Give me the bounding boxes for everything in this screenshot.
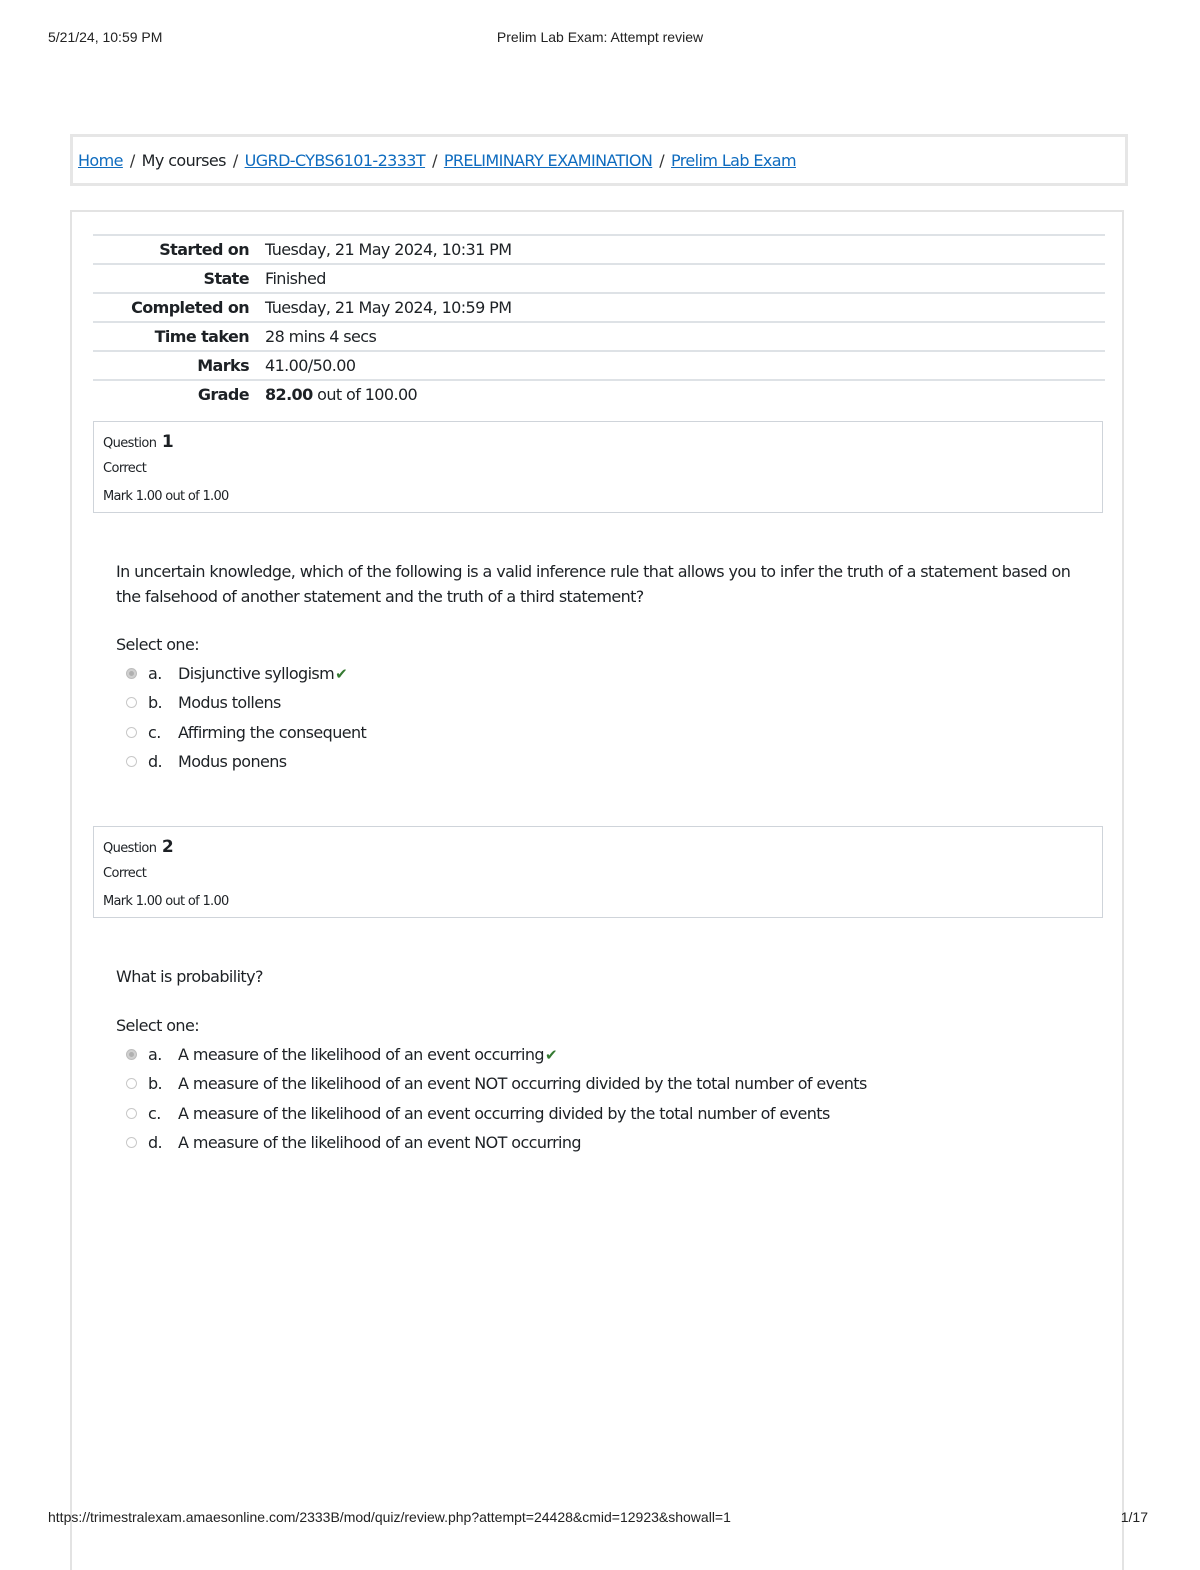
answer-radio[interactable] — [126, 1137, 137, 1148]
summary-value: Finished — [265, 269, 326, 288]
answer-letter: a. — [148, 1045, 162, 1064]
answer-letter: c. — [148, 1104, 161, 1123]
breadcrumb-separator: / — [129, 151, 135, 170]
answer-text: A measure of the likelihood of an event occurring divided by the total number of events — [178, 1104, 830, 1123]
answer-text: A measure of the likelihood of an event NOT occurring — [178, 1133, 581, 1152]
question-state: Correct — [103, 461, 147, 476]
question-number-value: 1 — [161, 432, 174, 452]
question-2-prompt: Select one: — [116, 1016, 200, 1035]
question-1-info — [93, 421, 1103, 513]
question-2-info — [93, 826, 1103, 918]
grade-out-of: out of 100.00 — [317, 385, 418, 404]
breadcrumb-separator: / — [432, 151, 437, 170]
print-datetime: 5/21/24, 10:59 PM — [48, 29, 163, 45]
answer-text — [178, 1045, 557, 1064]
answer-letter: b. — [148, 1074, 163, 1093]
question-1-prompt: Select one: — [116, 635, 200, 654]
breadcrumb-separator: / — [232, 151, 238, 170]
question-number — [103, 837, 173, 857]
grade-score: 82.00 — [265, 385, 313, 404]
question-state: Correct — [103, 866, 147, 881]
check-icon: ✔ — [544, 1046, 557, 1064]
summary-label: Grade — [197, 385, 249, 404]
question-2-text: What is probability? — [116, 967, 263, 986]
question-label: Question — [103, 436, 157, 451]
summary-row-marks — [93, 351, 1105, 380]
breadcrumb-home-link[interactable]: Home — [78, 151, 123, 170]
answer-radio[interactable] — [126, 727, 137, 738]
question-number-value: 2 — [161, 837, 174, 857]
answer-radio[interactable] — [126, 697, 137, 708]
summary-label: State — [203, 269, 249, 288]
answer-radio[interactable] — [126, 1108, 137, 1119]
answer-letter: b. — [148, 693, 163, 712]
question-1-text: In uncertain knowledge, which of the following is a valid inference rule that allows you to infer the truth of a statement based on the falsehood of another statement and the truth of a third statement? — [116, 562, 1071, 606]
attempt-summary-table — [93, 234, 1105, 408]
breadcrumb-my-courses: My courses — [141, 151, 226, 170]
summary-row-completed-on — [93, 293, 1105, 322]
summary-row-state — [93, 264, 1105, 293]
breadcrumb-section-link[interactable]: PRELIMINARY EXAMINATION — [443, 151, 653, 170]
question-mark: Mark 1.00 out of 1.00 — [103, 489, 229, 504]
question-number — [103, 432, 173, 452]
answer-text: Modus tollens — [178, 693, 281, 712]
print-page-title: Prelim Lab Exam: Attempt review — [496, 29, 704, 45]
summary-row-started-on — [93, 235, 1105, 264]
summary-label: Marks — [197, 356, 249, 375]
summary-row-time-taken — [93, 322, 1105, 351]
summary-value — [265, 380, 1105, 408]
breadcrumb-container — [70, 134, 1128, 186]
summary-value: 41.00/50.00 — [265, 356, 356, 375]
answer-radio[interactable] — [126, 1078, 137, 1089]
summary-value: 28 mins 4 secs — [265, 327, 377, 346]
breadcrumb-separator: / — [659, 151, 665, 170]
summary-label: Time taken — [154, 327, 249, 346]
answer-text — [178, 664, 347, 683]
summary-value: Tuesday, 21 May 2024, 10:59 PM — [265, 298, 512, 317]
summary-label: Started on — [159, 240, 249, 259]
breadcrumb — [78, 151, 796, 170]
answer-label: Disjunctive syllogism — [178, 664, 335, 683]
question-mark: Mark 1.00 out of 1.00 — [103, 894, 229, 909]
answer-text: Affirming the consequent — [178, 723, 367, 742]
print-url: https://trimestralexam.amaesonline.com/2333B/mod/quiz/review.php?attempt=24428&cmid=12923&showall=1 — [48, 1509, 731, 1525]
question-label: Question — [103, 841, 157, 856]
summary-value: Tuesday, 21 May 2024, 10:31 PM — [265, 240, 512, 259]
answer-letter: c. — [148, 723, 161, 742]
answer-radio[interactable] — [126, 756, 137, 767]
answer-letter: a. — [148, 664, 162, 683]
summary-label: Completed on — [131, 298, 249, 317]
answer-text: Modus ponens — [178, 752, 287, 771]
check-icon: ✔ — [335, 665, 348, 683]
answer-letter: d. — [148, 1133, 163, 1152]
print-page-number: 1/17 — [1120, 1509, 1148, 1525]
answer-radio[interactable] — [126, 668, 137, 679]
answer-label: A measure of the likelihood of an event occurring — [178, 1045, 544, 1064]
answer-text: A measure of the likelihood of an event NOT occurring divided by the total number of events — [178, 1074, 867, 1093]
answer-letter: d. — [148, 752, 163, 771]
summary-row-grade — [93, 380, 1105, 408]
answer-radio[interactable] — [126, 1049, 137, 1060]
breadcrumb-course-link[interactable]: UGRD-CYBS6101-2333T — [244, 151, 426, 170]
breadcrumb-quiz-link[interactable]: Prelim Lab Exam — [671, 151, 796, 170]
